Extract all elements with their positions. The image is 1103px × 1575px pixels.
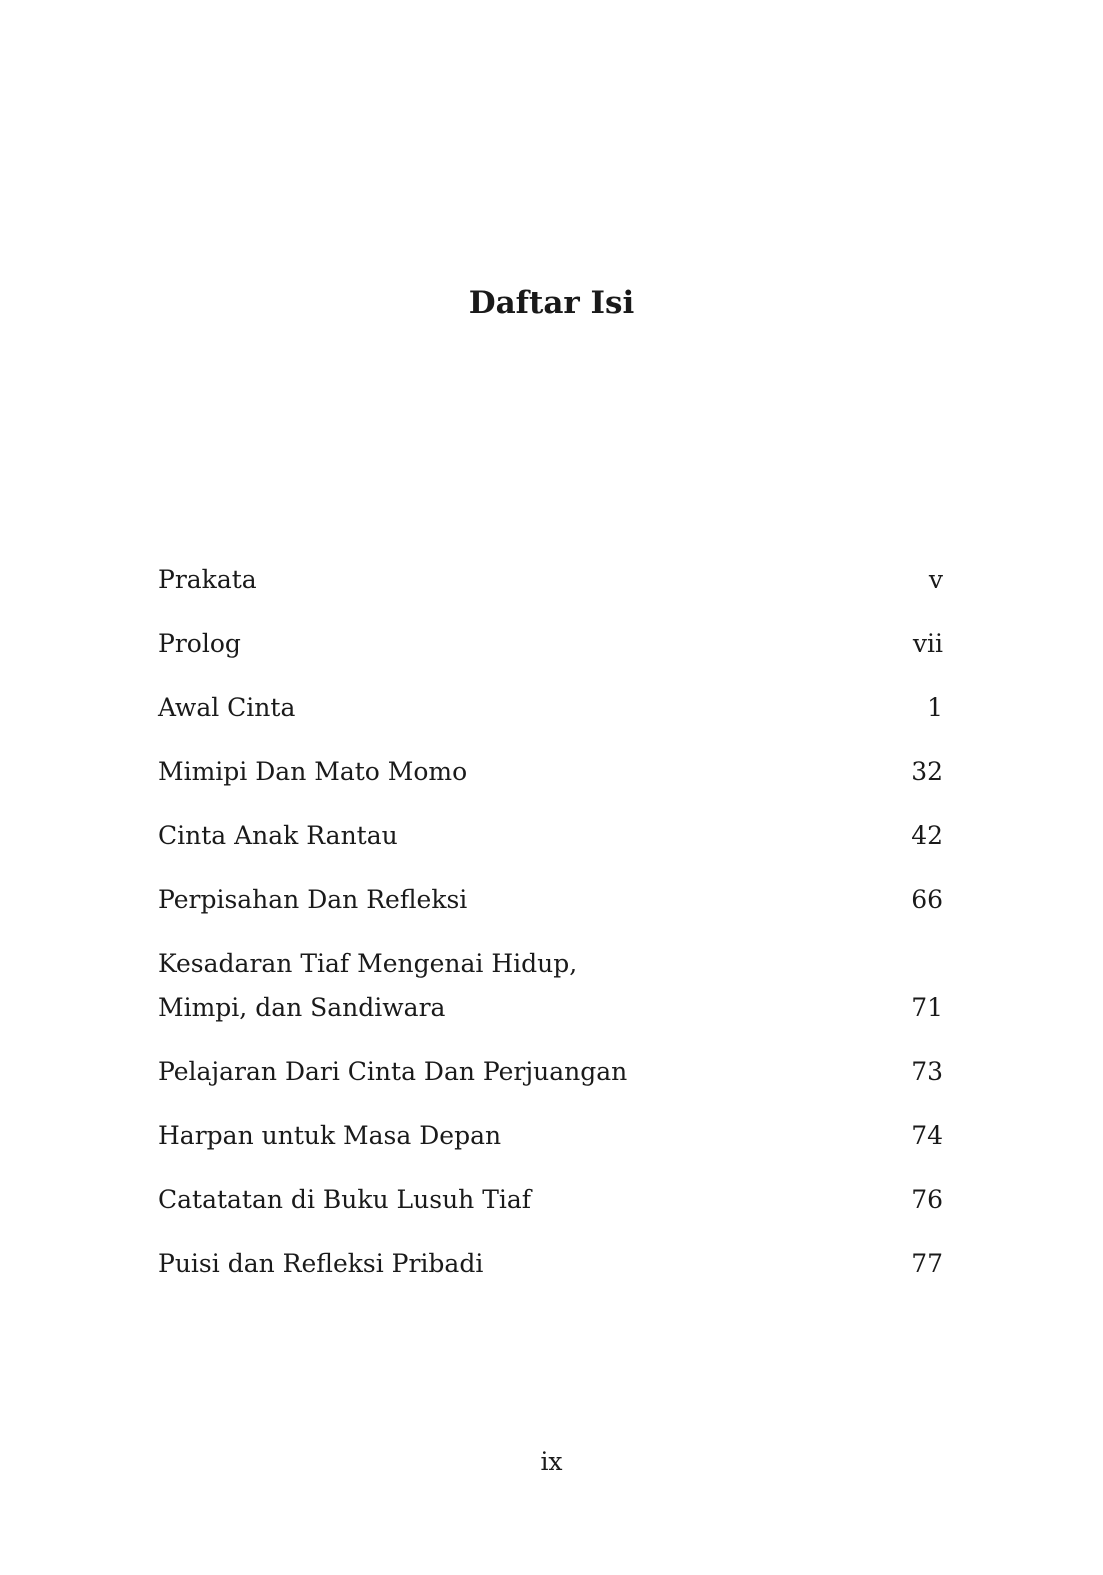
toc-entry-title: Kesadaran Tiaf Mengenai Hidup, Mimpi, dan Sandiwara	[158, 949, 578, 1022]
toc-entry-page: 73	[911, 1057, 943, 1086]
toc-entry-title: Awal Cinta	[158, 693, 296, 722]
toc-entry-prakata	[158, 558, 943, 602]
toc-entry-title: Perpisahan Dan Refleksi	[158, 885, 468, 914]
toc-entry-title: Prakata	[158, 565, 257, 594]
toc-entry-page: 71	[911, 993, 943, 1022]
page-number: ix	[540, 1447, 563, 1476]
page-title: Daftar Isi	[468, 285, 635, 321]
toc-entry-page: 77	[911, 1249, 943, 1278]
toc-entry-page: 32	[911, 757, 943, 786]
toc-entry-kesadaran-tiaf	[158, 942, 943, 1030]
toc-entry-title: Cinta Anak Rantau	[158, 821, 398, 850]
toc-entry-title: Pelajaran Dari Cinta Dan Perjuangan	[158, 1057, 628, 1086]
toc-entry-page: v	[928, 565, 943, 594]
toc-entry-page: 1	[927, 693, 943, 722]
toc-entry-page: 66	[911, 885, 943, 914]
toc-entry-page: 74	[911, 1121, 943, 1150]
toc-entry-mimipi	[158, 750, 943, 794]
toc-entry-title: Catatatan di Buku Lusuh Tiaf	[158, 1185, 532, 1214]
toc-entry-title: Prolog	[158, 629, 241, 658]
toc-entry-page: 42	[911, 821, 943, 850]
toc-entry-perpisahan	[158, 878, 943, 922]
toc-entry-title: Harpan untuk Masa Depan	[158, 1121, 502, 1150]
toc-entry-puisi	[158, 1242, 943, 1286]
toc-entry-harpan	[158, 1114, 943, 1158]
toc-entry-awal-cinta	[158, 686, 943, 730]
table-of-contents	[158, 558, 943, 1306]
toc-entry-catatatan	[158, 1178, 943, 1222]
toc-entry-page: 76	[911, 1185, 943, 1214]
toc-entry-title: Puisi dan Refleksi Pribadi	[158, 1249, 484, 1278]
toc-entry-title: Mimipi Dan Mato Momo	[158, 757, 468, 786]
toc-entry-cinta-anak-rantau	[158, 814, 943, 858]
toc-entry-pelajaran	[158, 1050, 943, 1094]
toc-entry-prolog	[158, 622, 943, 666]
toc-entry-page: vii	[912, 629, 943, 658]
